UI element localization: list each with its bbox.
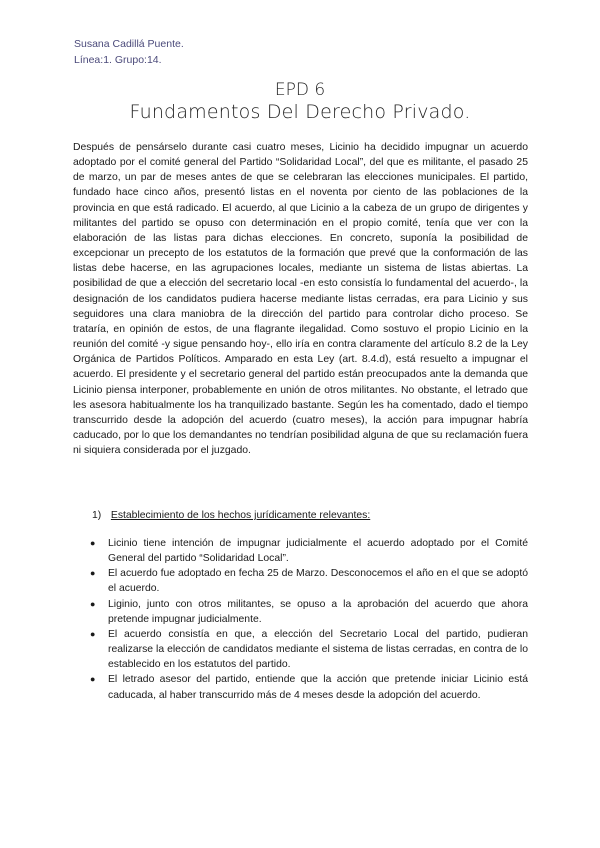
- list-item: [90, 597, 528, 627]
- bullet-icon: ●: [90, 674, 96, 685]
- author-name: Susana Cadillá Puente.: [74, 38, 184, 50]
- bullet-icon: ●: [90, 628, 96, 639]
- fact-text: El acuerdo consistía en que, a elección del Secretario Local del partido, pudieran realizarse la elección de candidatos mediante el sistema de listas cerradas, en contra de lo establecido en los estatutos del partido.: [108, 628, 528, 671]
- fact-text: Liginio, junto con otros militantes, se opuso a la aprobación del acuerdo que ahora pretende impugnar judicialmente.: [108, 598, 528, 625]
- document-title: [0, 80, 600, 124]
- bullet-icon: ●: [90, 538, 96, 548]
- fact-text: El letrado asesor del partido, entiende que la acción que pretende iniciar Licinio está caducada, al haber transcurrido más de 4 meses desde la adopción del acuerdo.: [108, 674, 528, 701]
- list-item: [90, 536, 528, 566]
- list-item: [90, 566, 528, 596]
- bullet-icon: ●: [90, 598, 96, 609]
- header: [74, 36, 184, 68]
- facts-list: [90, 536, 528, 703]
- bullet-icon: ●: [90, 568, 96, 579]
- list-item: [90, 627, 528, 672]
- section-heading: [92, 508, 370, 523]
- case-statement: Después de pensárselo durante casi cuatro meses, Licinio ha decidido impugnar un acuerdo adoptado por el comité general del Partido “Solidaridad Local”, del que es militante, el pasado 25 de marzo, un par de meses antes de que se celebraran las elecciones municipales. El partido, fundado hace cinco años, presentó listas en el noventa por ciento de las poblaciones de la provincia en que está radicado. El acuerdo, al que Licinio a la cabeza de un grupo de dirigentes y militantes del partido se opuso con determinación en el propio comité, tenía que ver con la elaboración de las listas para dichas elecciones. En concreto, suponía la posibilidad de excepcionar un precepto de los estatutos de la formación que prevé que la conformación de las listas debe hacerse, en las agrupaciones locales, mediante un sistema de listas abiertas. La posibilidad de que a elección del secretario local -en esto consistía lo fundamental del acuerdo-, la designación de los candidatos pudiera hacerse mediante listas cerradas, era para Licinio y sus seguidores una clara maniobra de la dirección del partido para controlar dicho proceso. Se trataría, en opinión de estos, de una flagrante ilegalidad. Como sostuvo el propio Licinio en la reunión del comité -y sigue pensando hoy-, ello iría en contra claramente del artículo 8.2 de la Ley Orgánica de Partidos Políticos. Amparado en esta Ley (art. 8.4.d), está resuelto a impugnar el acuerdo. El presidente y el secretario general del partido están preocupados ante la demanda que Licinio piensa interponer, probablemente en unión de otros militantes. No obstante, el letrado que les asesora habitualmente los ha tranquilizado bastante. Según les ha comentado, dado el tiempo transcurrido desde la adopción del acuerdo (cuatro meses), la acción para impugnar habría caducado, por lo que los demandantes no tendrían posibilidad alguna de que su reclamación fuera ni siquiera considerada por el juzgado.: [73, 142, 528, 457]
- title-line-1: EPD 6: [274, 80, 326, 100]
- fact-text: El acuerdo fue adoptado en fecha 25 de Marzo. Desconocemos el año en el que se adoptó el acuerdo.: [108, 568, 528, 595]
- title-line-2: Fundamentos Del Derecho Privado.: [129, 101, 471, 123]
- section-number: 1): [92, 510, 102, 521]
- section-title: Establecimiento de los hechos jurídicamente relevantes:: [110, 510, 371, 521]
- list-item: [90, 672, 528, 702]
- fact-text: Licinio tiene intención de impugnar judicialmente el acuerdo adoptado por el Comité General del partido “Solidaridad Local”.: [108, 538, 528, 565]
- group-info: Línea:1. Grupo:14.: [74, 54, 162, 66]
